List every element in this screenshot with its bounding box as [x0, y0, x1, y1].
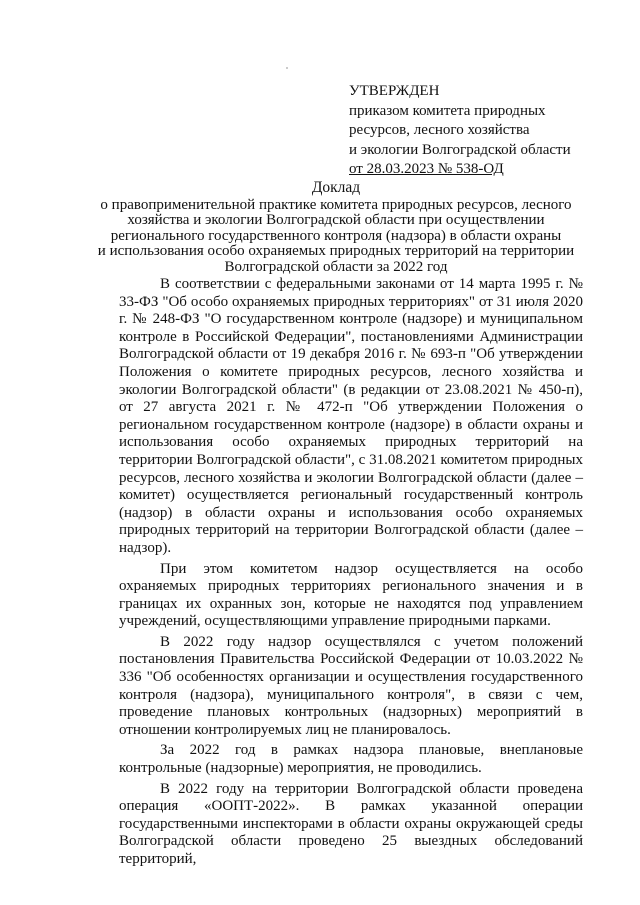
body-paragraph: В соответствии с федеральными законами от 14 марта 1995 г. № 33-ФЗ "Об особо охраняемых природных территориях" от 31 июля 2020 г. № 248-ФЗ "О государственном контроле (надзоре) и муниципальном контроле в Российской Федерации", постановлениями Администрации Волгоградской области от 19 декабря 2016 г. № 693-п "Об утверждении Положения о комитете природных ресурсов, лесного хозяйства и экологии Волгоградской области" (в редакции от 23.08.2021 № 450-п), от 27 августа 2021 г. № 472-п "Об утверждении Положения о региональном государственном контроле (надзоре) в области охраны и использования особо охраняемых природных территорий на территории Волгоградской области", с 31.08.2021 комитетом природных ресурсов, лесного хозяйства и экологии Волгоградской области (далее – комитет) осуществляется региональный государственный контроль (надзор) в области охраны и использования особо охраняемых природных территорий на территории Волгоградской области (далее – надзор). [119, 276, 583, 556]
body-paragraph: В 2022 году на территории Волгоградской области проведена операция «ООПТ-2022». В рамках указанной операции государственными инспекторами в области охраны окружающей среды Волгоградской области проведено 25 выездных обследований территорий, [119, 780, 583, 867]
report-subtitle-line: и использования особо охраняемых природных территорий на территории [97, 243, 575, 260]
body-paragraph: За 2022 год в рамках надзора плановые, внеплановые контрольные (надзорные) мероприятия, не проводились. [119, 742, 583, 777]
report-subtitle-line: о правоприменительной практике комитета природных ресурсов, лесного [100, 196, 572, 213]
scan-speck [286, 67, 288, 69]
approval-line-1: приказом комитета природных [349, 102, 546, 119]
body-paragraph: В 2022 году надзор осуществлялся с учетом положений постановления Правительства Российской Федерации от 10.03.2022 № 336 "Об особенностях организации и осуществления государственного контроля (надзора), муниципального контроля", в связи с чем, проведение плановых контрольных (надзорных) мероприятий в отношении контролируемых лиц не планировалось. [119, 633, 583, 738]
report-body [119, 276, 583, 869]
report-title: Доклад [311, 179, 361, 196]
report-subtitle-line: Волгоградской области за 2022 год [224, 258, 448, 275]
approval-order-reference: от 28.03.2023 № 538-ОД [349, 161, 504, 177]
approval-line-3: и экологии Волгоградской области [349, 141, 571, 158]
report-subtitle-line: хозяйства и экологии Волгоградской области при осуществлении [127, 212, 545, 229]
approval-stamp-block [349, 82, 599, 180]
body-paragraph: При этом комитетом надзор осуществляется на особо охраняемых природных территориях регионального значения и в границах их охранных зон, которые не находятся под управлением учреждений, осуществляющими управление природными парками. [119, 560, 583, 630]
approval-heading: УТВЕРЖДЕН [349, 83, 440, 99]
report-title-block [96, 180, 576, 276]
approval-line-2: ресурсов, лесного хозяйства [349, 122, 530, 138]
report-subtitle-line: регионального государственного контроля (надзора) в области охраны [110, 227, 562, 244]
